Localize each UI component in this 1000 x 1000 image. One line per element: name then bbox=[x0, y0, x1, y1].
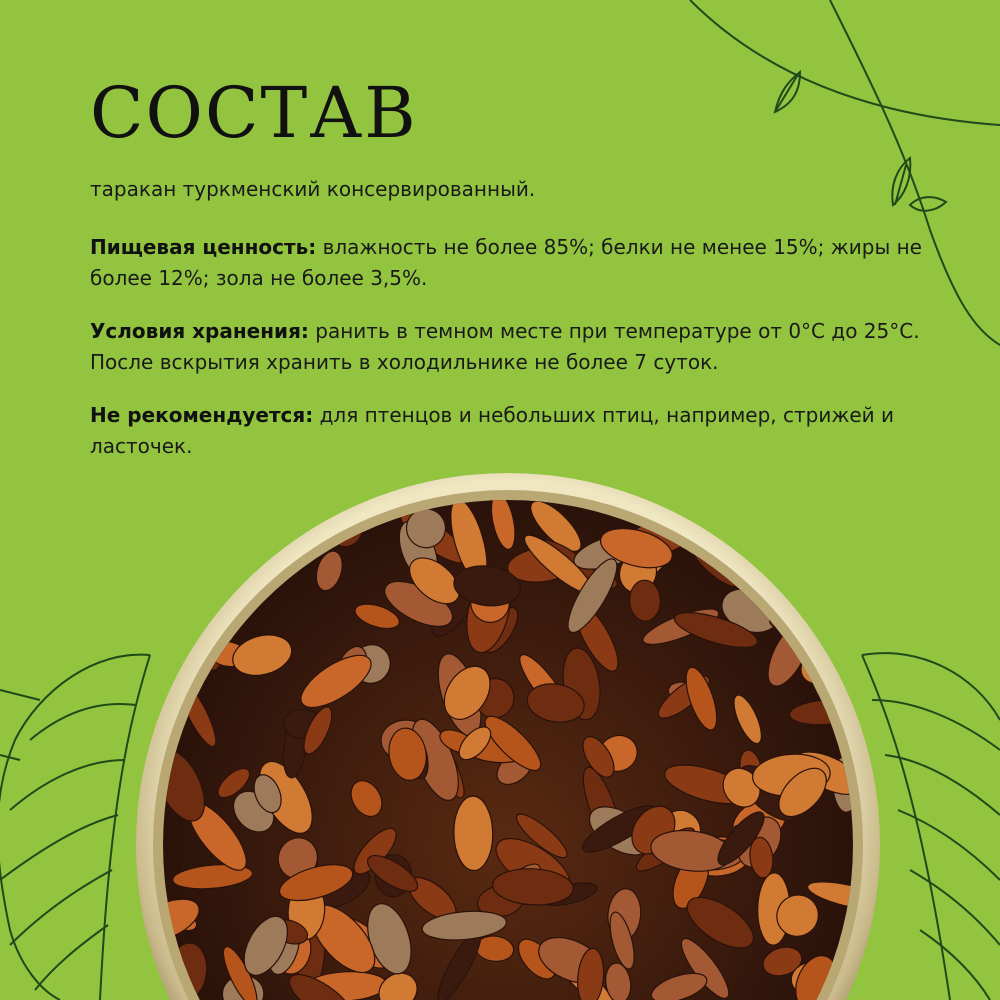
nutrition-text: влажность не более 85%; белки не менее 15%; жиры не более 12%; зола не более 3,5%. bbox=[90, 235, 922, 290]
nutrition-label: Пищевая ценность: bbox=[90, 235, 317, 259]
insect-body bbox=[453, 796, 493, 871]
not-recommended-label: Не рекомендуется: bbox=[90, 403, 314, 427]
insect-body bbox=[150, 549, 198, 598]
storage-label: Условия хранения: bbox=[90, 319, 309, 343]
insect-body bbox=[792, 519, 845, 583]
not-recommended-text: для птенцов и небольших птиц, например, стрижей и ласточек. bbox=[90, 403, 895, 458]
storage-text: ранить в темном месте при температуре от 0°С до 25°С. После вскрытия хранить в холодильнике не более 7 суток. bbox=[90, 319, 920, 374]
insect-body bbox=[192, 554, 222, 610]
insect-body bbox=[134, 527, 208, 585]
page-title: СОСТАВ bbox=[90, 72, 418, 154]
composition-text: таракан туркменский консервированный. bbox=[90, 177, 536, 201]
